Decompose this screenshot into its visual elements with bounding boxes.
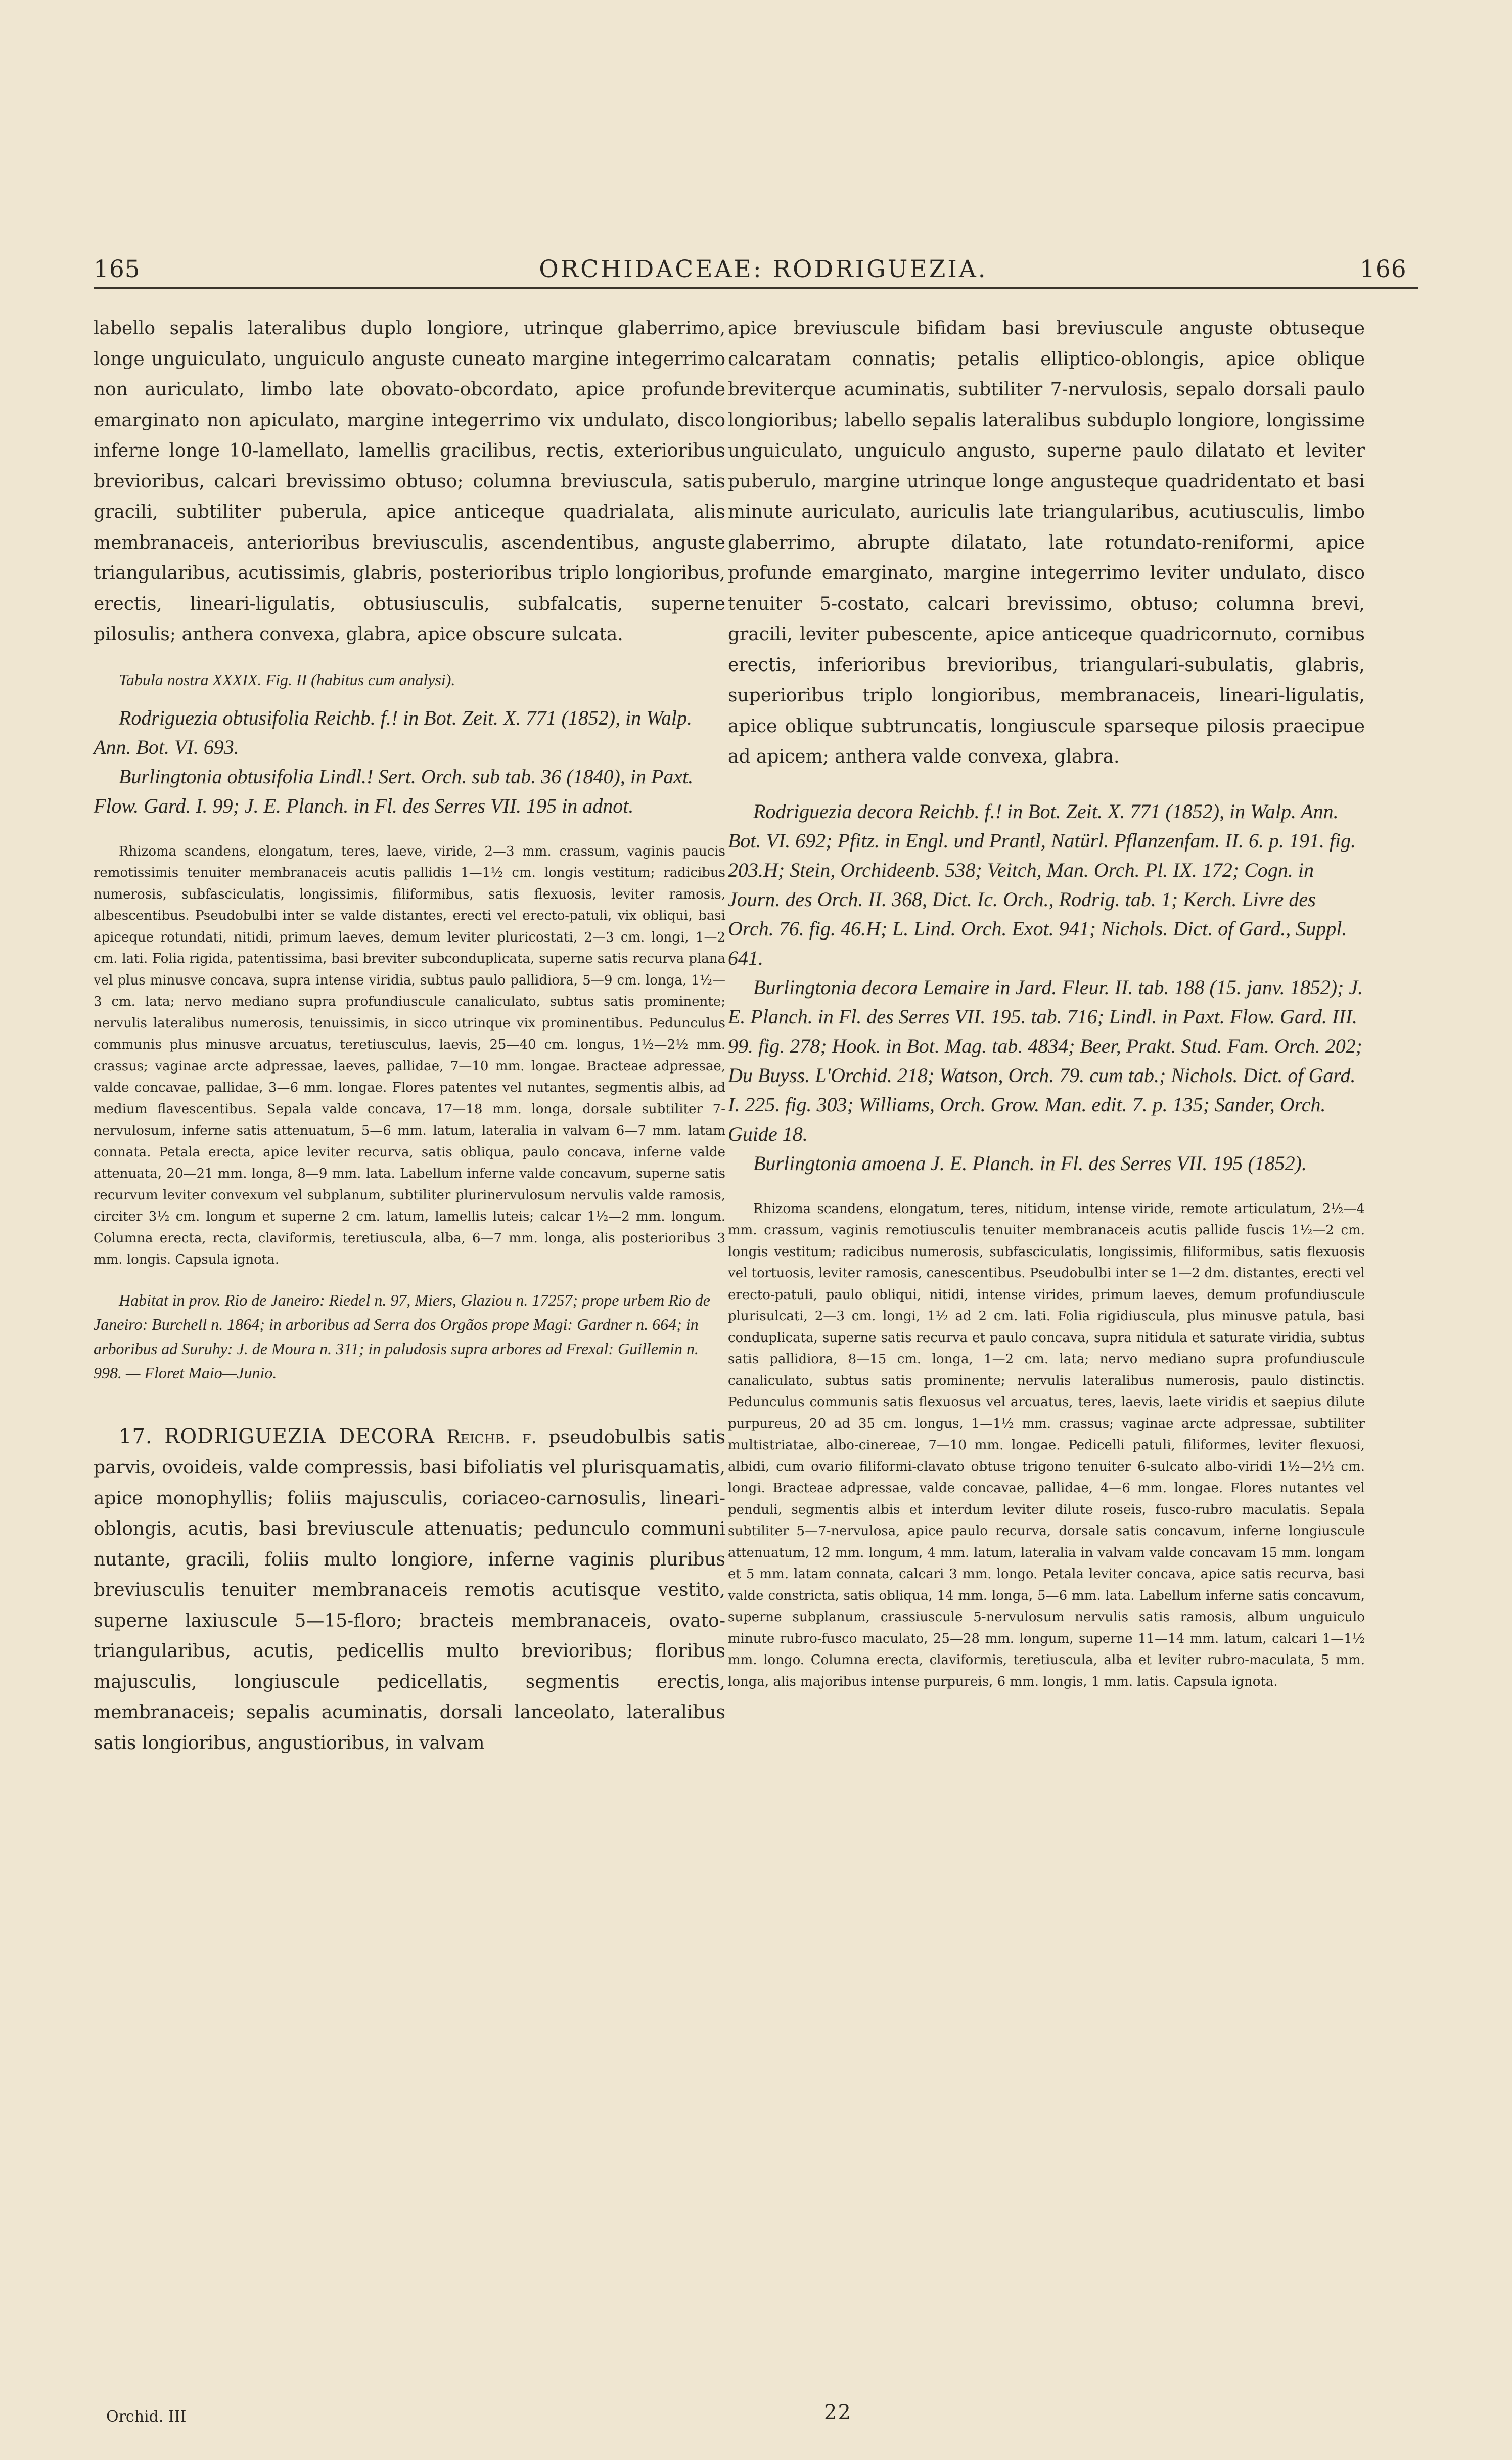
species-author: Reichb. f.: [446, 1426, 537, 1448]
left-column: [94, 314, 725, 1759]
synonym-1: Rodriguezia obtusifolia Reichb. f.! in Bot. Zeit. X. 771 (1852), in Walp. Ann. Bot. VI. 693.: [94, 706, 693, 758]
header-rule: [94, 287, 1418, 289]
page-number-right: 166: [1360, 255, 1407, 283]
right-intro-paragraph: apice breviuscule bifidam basi breviuscule anguste obtuseque calcaratam connatis; petalis elliptico-oblongis, apice oblique breviterque acuminatis, subtiliter 7-nervulosis, sepalo dorsali paulo longioribus; labello sepalis lateralibus subduplo longiore, longissime unguiculato, unguiculo angusto, superne paulo dilatato et leviter puberulo, margine utrinque longe angusteque quadridentato et basi minute auriculato, auriculis late triangularibus, acutiusculis, limbo glaberrimo, abrupte dilatato, late rotundato-reniformi, apice profunde emarginato, margine integerrimo leviter undulato, disco tenuiter 5-costato, calcari brevissimo, obtuso; columna brevi, gracili, leviter pubescente, apice anticeque quadricornuto, cornibus erectis, inferioribus brevioribus, triangulari-subulatis, glabris, superioribus triplo longioribus, membranaceis, lineari-ligulatis, apice oblique subtruncatis, longiuscule sparseque pilosis praecipue ad apicem; anthera valde convexa, glabra.: [728, 318, 1365, 767]
species-number: 17.: [119, 1424, 153, 1448]
synonym-5: Burlingtonia amoena J. E. Planch. in Fl. des Serres VII. 195 (1852).: [753, 1151, 1307, 1175]
species-diagnosis: pseudobulbis satis parvis, ovoideis, valde compressis, basi bifoliatis vel plurisquamatis, apice monophyllis; foliis majusculis, coriaceo-carnosulis, lineari-oblongis, acutis, basi breviuscule attenuatis; pedunculo communi nutante, gracili, foliis multo longiore, inferne vaginis pluribus breviusculis tenuiter membranaceis remotis acutisque vestito, superne laxiuscule 5—15-floro; bracteis membranaceis, ovato-triangularibus, acutis, pedicellis multo brevioribus; floribus majusculis, longiuscule pedicellatis, segmentis erectis, membranaceis; sepalis acuminatis, dorsali lanceolato, lateralibus satis longioribus, angustioribus, in valvam: [94, 1426, 726, 1754]
left-intro-paragraph: labello sepalis lateralibus duplo longiore, utrinque glaberrimo, longe unguiculato, unguiculo anguste cuneato margine integerrimo non auriculato, limbo late obovato-obcordato, apice profunde emarginato non apiculato, margine integerrimo vix undulato, disco inferne longe 10-lamellato, lamellis gracilibus, rectis, exterioribus brevioribus, calcari brevissimo obtuso; columna breviuscula, satis gracili, subtiliter puberula, apice anticeque quadrialata, alis membranaceis, anterioribus breviusculis, ascendentibus, anguste triangularibus, acutissimis, glabris, posterioribus triplo longioribus, erectis, lineari-ligulatis, obtusiusculis, subfalcatis, superne pilosulis; anthera convexa, glabra, apice obscure sulcata.: [94, 318, 725, 645]
synonym-2: Burlingtonia obtusifolia Lindl.! Sert. Orch. sub tab. 36 (1840), in Paxt. Flow. Gard. I. 99; J. E. Planch. in Fl. des Serres VII. 195 in adnot.: [94, 765, 694, 817]
signature-number: 22: [824, 2401, 852, 2424]
synonym-3: Rodriguezia decora Reichb. f.! in Bot. Zeit. X. 771 (1852), in Walp. Ann. Bot. VI. 692; Pfitz. in Engl. und Prantl, Natürl. Pflanzenfam. II. 6. p. 191. fig. 203.H; Stein, Orchideenb. 538; Veitch, Man. Orch. Pl. IX. 172; Cogn. in Journ. des Orch. II. 368, Dict. Ic. Orch., Rodrig. tab. 1; Kerch. Livre des Orch. 76. fig. 46.H; L. Lind. Orch. Exot. 941; Nichols. Dict. of Gard., Suppl. 641.: [728, 799, 1356, 969]
plate-caption: Tabula nostra XXXIX. Fig. II (habitus cum analysi).: [119, 670, 455, 689]
species-name: RODRIGUEZIA DECORA: [164, 1424, 435, 1448]
page-number-left: 165: [94, 255, 141, 283]
species-description-2: Rhizoma scandens, elongatum, teres, nitidum, intense viride, remote articulatum, 2½—4 mm. crassum, vaginis remotiusculis tenuiter membranaceis acutis pallide fuscis 1½—2 cm. longis vestitum; radicibus numerosis, subfasciculatis, longissimis, filiformibus, satis flexuosis vel tortuosis, leviter ramosis, canescentibus. Pseudobulbi inter se 1—2 dm. distantes, erecti vel erecto-patuli, paulo obliqui, nitidi, intense virides, primum laeves, demum profundiuscule plurisulcati, 2—3 cm. longi, 1½ ad 2 cm. lati. Folia rigidiuscula, plus minusve patula, basi conduplicata, superne satis recurva et paulo concava, supra nitidula et saturate viridia, subtus satis pallidiora, 8—15 cm. longa, 1—2 cm. lata; nervo mediano supra profundiuscule canaliculato, subtus satis prominente; nervulis lateralibus numerosis, paulo distinctis. Pedunculus communis satis flexuosus vel arcuatus, teres, laevis, laete viridis et saepius dilute purpureus, 20 ad 35 cm. longus, 1—1½ mm. crassus; vaginae arcte adpressae, subtiliter multistriatae, albo-cinereae, 7—10 mm. longae. Pedicelli patuli, filiformes, leviter flexuosi, albidi, cum ovario filiformi-clavato obtuse trigono tenuiter 6-sulcato albo-viridi 1½—2½ cm. longi. Bracteae adpressae, valde concavae, pallidae, 4—6 mm. longae. Flores nutantes vel penduli, segmentis albis et interdum leviter dilute roseis, fusco-rubro maculatis. Sepala subtiliter 5—7-nervulosa, apice paulo recurva, dorsale satis concavum, inferne longiuscule attenuatum, 12 mm. longum, 4 mm. latum, lateralia in valvam valde concavam 15 mm. longam et 5 mm. latam connata, calcari 3 mm. longo. Petala leviter concava, apice satis recurva, basi valde constricta, satis obliqua, 14 mm. longa, 5—6 mm. lata. Labellum inferne satis concavum, superne subplanum, crassiuscule 5-nervulosum nervulis satis ramosis, album unguiculo minute rubro-fusco maculato, 25—28 mm. longum, superne 11—14 mm. latum, calcari 1—1½ mm. longo. Columna erecta, claviformis, teretiuscula, alba et leviter rubro-maculata, 5 mm. longa, alis majoribus intense purpureis, 6 mm. longis, 1 mm. latis. Capsula ignota.: [728, 1201, 1365, 1689]
species-heading-paragraph: [94, 1421, 725, 1759]
habitat-paragraph: Habitat in prov. Rio de Janeiro: Riedel n. 97, Miers, Glaziou n. 17257; prope urbem Rio de Janeiro: Burchell n. 1864; in arboribus ad Serra dos Orgãos prope Magi: Gardner n. 664; in arboribus ad Suruhy: J. de Moura n. 311; in paludosis supra arbores ad Frexal: Guillemin n. 998. — Floret Maio—Junio.: [94, 1290, 710, 1382]
right-column: [728, 314, 1365, 1692]
synonym-4: Burlingtonia decora Lemaire in Jard. Fleur. II. tab. 188 (15. janv. 1852); J. E. Planch. in Fl. des Serres VII. 195. tab. 716; Lindl. in Paxt. Flow. Gard. III. 99. fig. 278; Hook. in Bot. Mag. tab. 4834; Beer, Prakt. Stud. Fam. Orch. 202; Du Buyss. L'Orchid. 218; Watson, Orch. 79. cum tab.; Nichols. Dict. of Gard. I. 225. fig. 303; Williams, Orch. Grow. Man. edit. 7. p. 135; Sander, Orch. Guide 18.: [728, 975, 1363, 1145]
footer-volume: Orchid. III: [106, 2408, 187, 2426]
running-title: ORCHIDACEAE: RODRIGUEZIA.: [539, 255, 988, 283]
species-description: Rhizoma scandens, elongatum, teres, laeve, viride, 2—3 mm. crassum, vaginis paucis remotissimis tenuiter membranaceis acutis pallidis 1—1½ cm. longis vestitum; radicibus numerosis, subfasciculatis, longissimis, filiformibus, satis flexuosis, leviter ramosis, albescentibus. Pseudobulbi inter se valde distantes, erecti vel erecto-patuli, vix obliqui, basi apiceque rotundati, nitidi, primum laeves, demum leviter pluricostati, 2—3 cm. longi, 1—2 cm. lati. Folia rigida, patentissima, basi breviter subconduplicata, superne satis recurva plana vel plus minusve concava, supra intense viridia, subtus paulo pallidiora, 5—9 cm. longa, 1½—3 cm. lata; nervo mediano supra profundiuscule canaliculato, subtus satis prominente; nervulis lateralibus numerosis, tenuissimis, in sicco utrinque vix prominentibus. Pedunculus communis plus minusve arcuatus, teretiusculus, laevis, 25—40 cm. longus, 1½—2½ mm. crassus; vaginae arcte adpressae, laeves, pallidae, 7—10 mm. longae. Bracteae adpressae, valde concavae, pallidae, 3—6 mm. longae. Flores patentes vel nutantes, segmentis albis, ad medium flavescentibus. Sepala valde concava, 17—18 mm. longa, dorsale subtiliter 7-nervulosum, inferne satis attenuatum, 5—6 mm. latum, lateralia in valvam 6—7 mm. latam connata. Petala erecta, apice leviter recurva, satis obliqua, paulo concava, inferne valde attenuata, 20—21 mm. longa, 8—9 mm. lata. Labellum inferne valde concavum, superne satis recurvum leviter convexum vel subplanum, subtiliter plurinervulosum nervulis valde ramosis, circiter 3½ cm. longum et superne 2 cm. latum, lamellis luteis; calcar 1½—2 mm. longum. Columna erecta, recta, claviformis, teretiuscula, alba, 6—7 mm. longa, alis posterioribus 3 mm. longis. Capsula ignota.: [94, 843, 725, 1267]
